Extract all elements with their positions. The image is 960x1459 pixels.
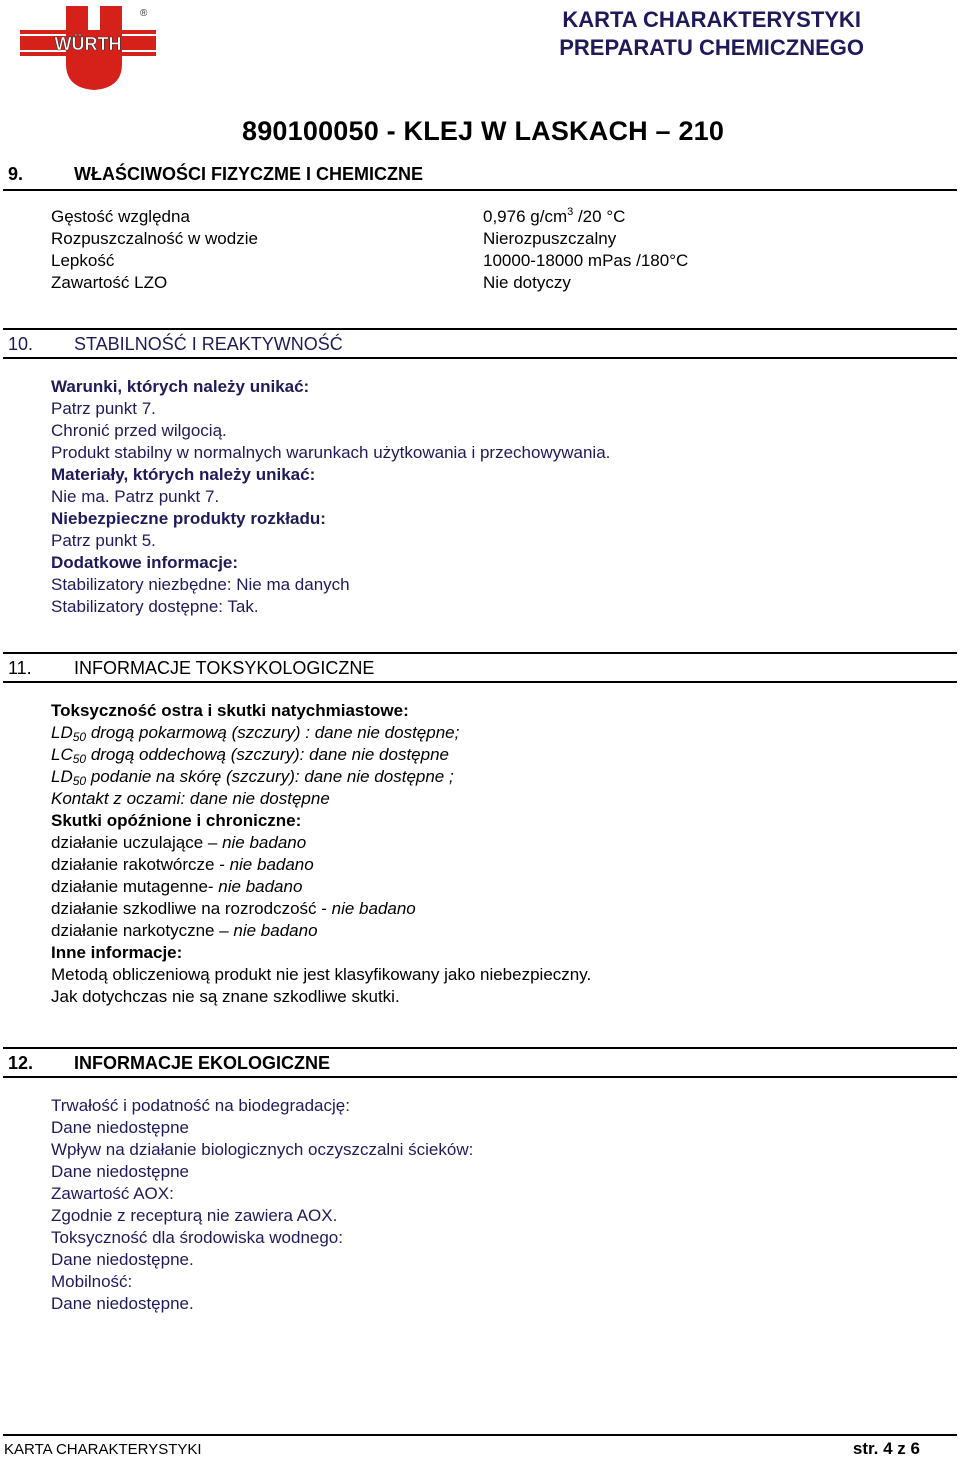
section-11-header: 11. INFORMACJE TOKSYKOLOGICZNE: [3, 652, 957, 683]
svg-text:®: ®: [140, 8, 148, 19]
toxicity-line: $LD_{50}$ podanie na skórę (szczury): dane nie dostępne ;: [51, 767, 454, 788]
document-title: KARTA CHARAKTERYSTYKI PREPARATU CHEMICZNEGO: [559, 7, 864, 60]
ecology-content: Trwałość i podatność na biodegradację: Dane niedostępne Wpływ na działanie biologicznych oczyszczalni ścieków: Dane niedostępne Zawartość AOX: Zgodnie z recepturą nie zawiera AOX. Toksyczność dla środowiska wodnego: Dane niedostępne. Mobilność: Dane niedostępne.: [51, 1096, 474, 1313]
section-10-header: 10. STABILNOŚĆ I REAKTYWNOŚĆ: [3, 328, 957, 359]
footer-divider: [3, 1434, 957, 1436]
logo-text: WÜRTH: [54, 34, 122, 54]
page-number: str. 4 z 6: [852, 1439, 920, 1458]
product-name: 890100050 - KLEJ W LASKACH – 210: [242, 116, 725, 146]
toxicology-content: Toksyczność ostra i skutki natychmiastowe: $LD_{50}$ drogą pokarmową (szczury) : dane nie dostępne; $LC_{50}$ drogą oddechową (szczury): dane nie dostępne $LD_{50}$ podanie na skórę (szczury): dane nie dostępne ; Kontakt z oczami: dane nie dostępne Skutki opóźnione i chroniczne: działanie uczulające – nie badano działanie rakotwórcze - nie badano działanie mutagenne- nie badano działanie szkodliwe na rozrodczość - nie badano działanie narkotyczne – nie badano Inne informacje: Metodą obliczeniową produkt nie jest klasyfikowany jako niebezpieczny. Jak dotychczas nie są znane szkodliwe skutki.: [51, 701, 592, 1006]
section-12-header: 12. INFORMACJE EKOLOGICZNE: [3, 1047, 957, 1078]
chronic-line: działanie narkotyczne – nie badano: [51, 921, 318, 940]
chronic-line: działanie mutagenne- nie badano: [51, 877, 303, 896]
toxicity-line: $LD_{50}$ drogą pokarmową (szczury) : dane nie dostępne;: [51, 723, 460, 744]
toxicity-line: Kontakt z oczami: dane nie dostępne: [51, 789, 330, 808]
footer-document-name: KARTA CHARAKTERYSTYKI: [4, 1441, 202, 1458]
toxicity-line: $LC_{50}$ drogą oddechową (szczury): dane nie dostępne: [51, 745, 449, 766]
chronic-line: działanie uczulające – nie badano: [51, 833, 307, 852]
chronic-line: działanie rakotwórcze - nie badano: [51, 855, 314, 874]
stability-content: Warunki, których należy unikać: Patrz punkt 7. Chronić przed wilgocią. Produkt stabilny w normalnych warunkach użytkowania i przechowywania. Materiały, których należy unikać: Nie ma. Patrz punkt 7. Niebezpieczne produkty rozkładu: Patrz punkt 5. Dodatkowe informacje: Stabilizatory niezbędne: Nie ma danych Stabilizatory dostępne: Tak.: [51, 377, 611, 616]
chronic-line: działanie szkodliwe na rozrodczość - nie badano: [51, 899, 416, 918]
section-9-header: 9. WŁAŚCIWOŚCI FIZYCZME I CHEMICZNE: [3, 160, 957, 191]
wurth-logo: [18, 4, 158, 92]
